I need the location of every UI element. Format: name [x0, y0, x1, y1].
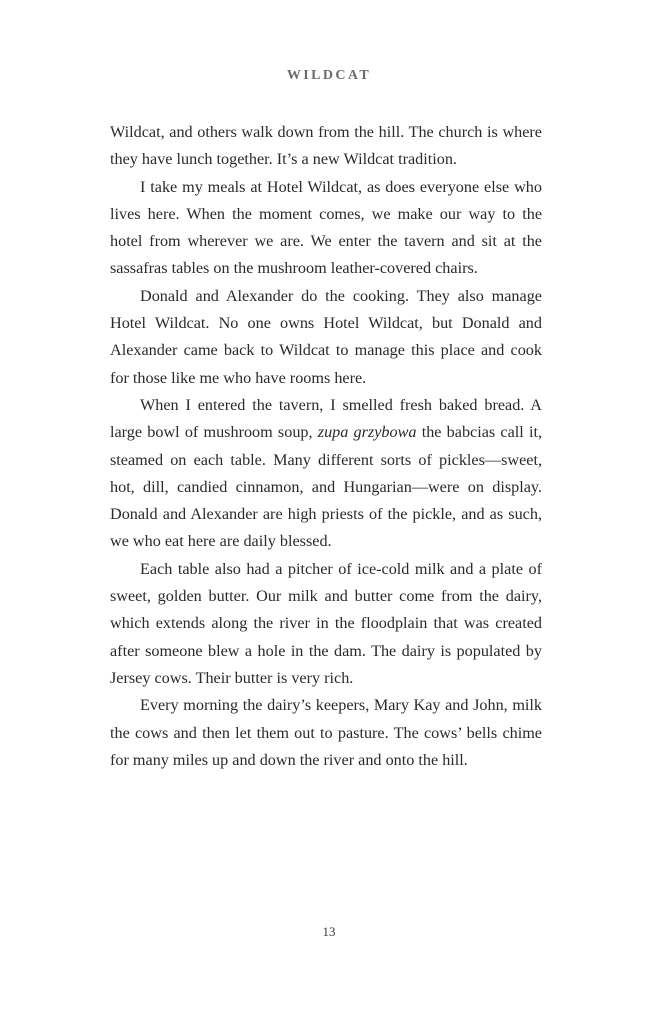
paragraph-5: Each table also had a pitcher of ice-cold milk and a plate of sweet, golden butter. Our milk and butter come from the dairy, which extends along the river in the floodplain that was created after someone blew a hole in the dam. The dairy is populated by Jersey cows. Their butter is very rich.: [110, 559, 542, 687]
paragraph-4-part-2: the babcias call it, steamed on each table. Many different sorts of pickles—sweet, hot, dill, candied cinnamon, and Hungarian—were on display. Donald and Alexander are high priests of the pickle, and as such, we who eat here are daily blessed.: [110, 423, 542, 551]
running-head: WILDCAT: [286, 68, 372, 83]
paragraph-6: Every morning the dairy’s keepers, Mary Kay and John, milk the cows and then let them out to pasture. The cows’ bells chime for many miles up and down the river and onto the hill.: [110, 696, 542, 769]
paragraph-1: Wildcat, and others walk down from the hill. The church is where they have lunch together. It’s a new Wildcat tradition.: [110, 123, 542, 169]
paragraph-4-part-1: When I entered the tavern, I smelled fresh baked bread. A large bowl of mushroom soup,: [110, 395, 542, 442]
italic-phrase: zupa grzybowa: [317, 423, 417, 442]
paragraph-3: Donald and Alexander do the cooking. They also manage Hotel Wildcat. No one owns Hotel Wildcat, but Donald and Alexander came back to Wildcat to manage this place and cook for those like me who have rooms here.: [110, 286, 542, 387]
paragraph-4: [110, 392, 542, 556]
page-number: 13: [322, 924, 336, 939]
paragraph-2: I take my meals at Hotel Wildcat, as does everyone else who lives here. When the moment comes, we make our way to the hotel from wherever we are. We enter the tavern and sit at the sassafras tables on the mushroom leather-covered chairs.: [110, 177, 542, 278]
body-text: [110, 119, 542, 774]
